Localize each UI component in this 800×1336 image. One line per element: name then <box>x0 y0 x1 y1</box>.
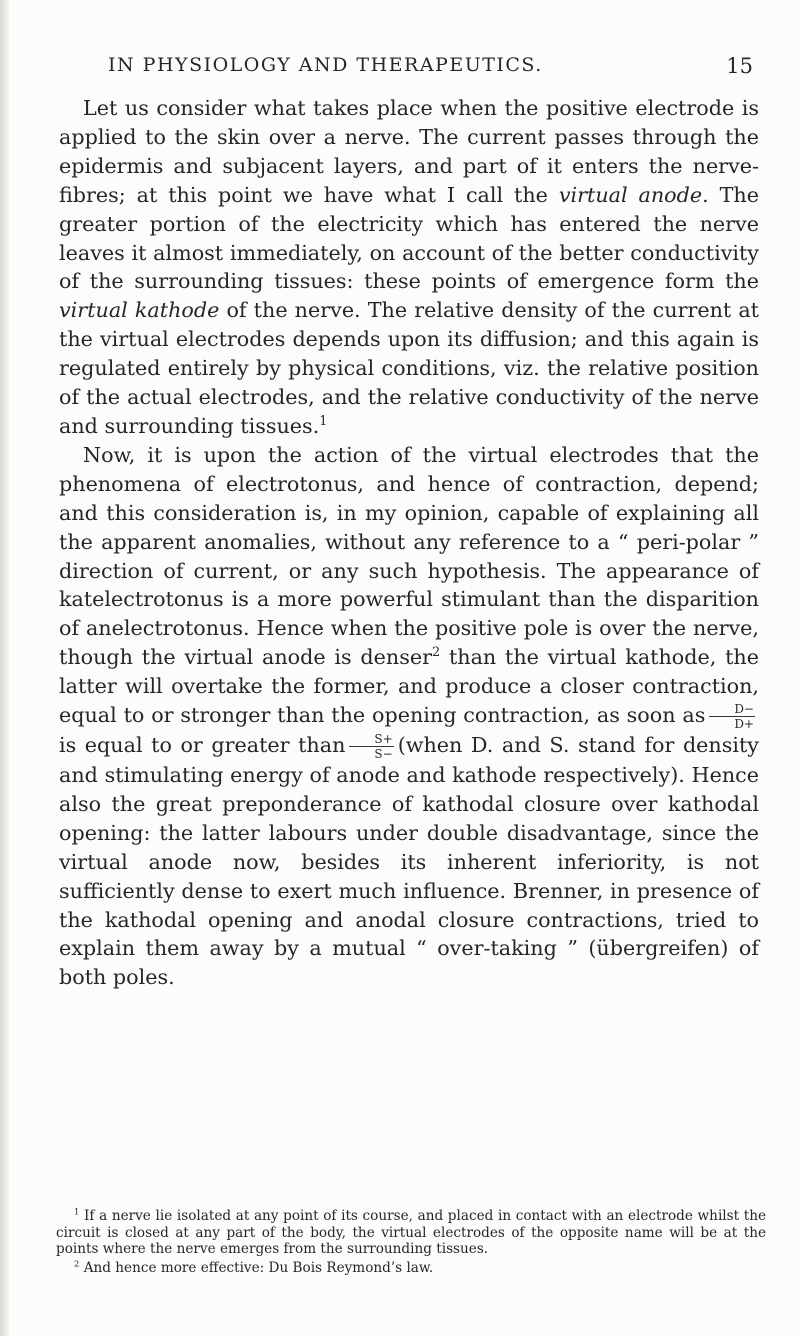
footnote-2 <box>56 1257 766 1277</box>
main-text <box>59 94 759 992</box>
fraction-density-denominator: D+ <box>734 717 754 732</box>
paragraph-1 <box>59 94 759 441</box>
paragraph-2-part-c: is equal to or greater than <box>59 733 346 758</box>
scan-edge-shadow <box>0 0 9 1336</box>
running-head: IN PHYSIOLOGY AND THERAPEUTICS. <box>108 54 543 76</box>
footnote-2-text: And hence more effective: Du Bois Reymond’s law. <box>83 1259 434 1276</box>
paragraph-2-part-b: than the virtual kathode, the latter will overtake the former, and produce a closer contraction, equal to or stronger than the opening contraction, as soon as <box>59 645 759 728</box>
footnote-2-mark: 2 <box>74 1257 80 1268</box>
paragraph-2 <box>59 441 759 992</box>
footnote-ref-1: 1 <box>319 414 328 430</box>
term-virtual-kathode: virtual kathode <box>59 298 220 323</box>
fraction-stimulus-denominator: S− <box>374 747 393 762</box>
fraction-stimulus <box>349 732 393 761</box>
paragraph-2-part-a: Now, it is upon the action of the virtual electrodes that the phenomena of electrotonus, and hence of contraction, depend; and this consideration is, in my opinion, capable of explaining all the apparent anomalies, without any reference to a “ peri-polar ” direction of current, or any such hypothesis. The appearance of katelectrotonus is a more powerful stimulant than the disparition of anelectrotonus. Hence when the positive pole is over the nerve, though the virtual anode is denser <box>59 442 759 670</box>
footnotes <box>56 1208 766 1278</box>
footnote-1-text: If a nerve lie isolated at any point of its course, and placed in contact with an electrode whilst the circuit is closed at any part of the body, the virtual electrodes of the opposite name will be at the points where the nerve emerges from the surrounding tissues. <box>56 1208 766 1257</box>
footnote-ref-2: 2 <box>432 645 441 661</box>
fraction-stimulus-numerator: S+ <box>349 732 393 747</box>
paragraph-2-part-d: (when D. and S. stand for density and stimulating energy of anode and kathode respectively). Hence also the great preponderance of kathodal closure over kathodal opening: the latter labours under double disadvantage, since the virtual anode now, besides its inherent inferiority, is not sufficiently dense to exert much influence. Brenner, in presence of the kathodal opening and anodal closure contractions, tried to explain them away by a mutual “ over-taking ” (übergreifen) of both poles. <box>59 733 759 990</box>
page-header <box>108 50 753 80</box>
footnote-1-mark: 1 <box>74 1206 80 1217</box>
term-virtual-anode: virtual anode. <box>558 182 709 207</box>
footnote-1 <box>56 1208 766 1258</box>
page-number: 15 <box>726 54 753 78</box>
paragraph-1-part-e: of the nerve. The relative density of the current at the virtual electrodes depends upon its diffusion; and this again is regulated entirely by physical conditions, viz. the relative position of the actual electrodes, and the relative conductivity of the nerve and surrounding tissues. <box>59 298 759 438</box>
fraction-density <box>709 702 755 731</box>
paragraph-1-part-a: Let us consider what takes place when the positive electrode is applied to the skin over a nerve. The current passes through the epidermis and subjacent layers, and part of it enters the nerve-fibres; at this point we have what I call the <box>59 96 759 207</box>
fraction-density-numerator: D− <box>709 702 755 717</box>
paragraph-1-part-c: The greater portion of the electricity which has entered the nerve leaves it almost immediately, on account of the better conductivity of the surrounding tissues: these points of emergence form the <box>59 182 759 294</box>
